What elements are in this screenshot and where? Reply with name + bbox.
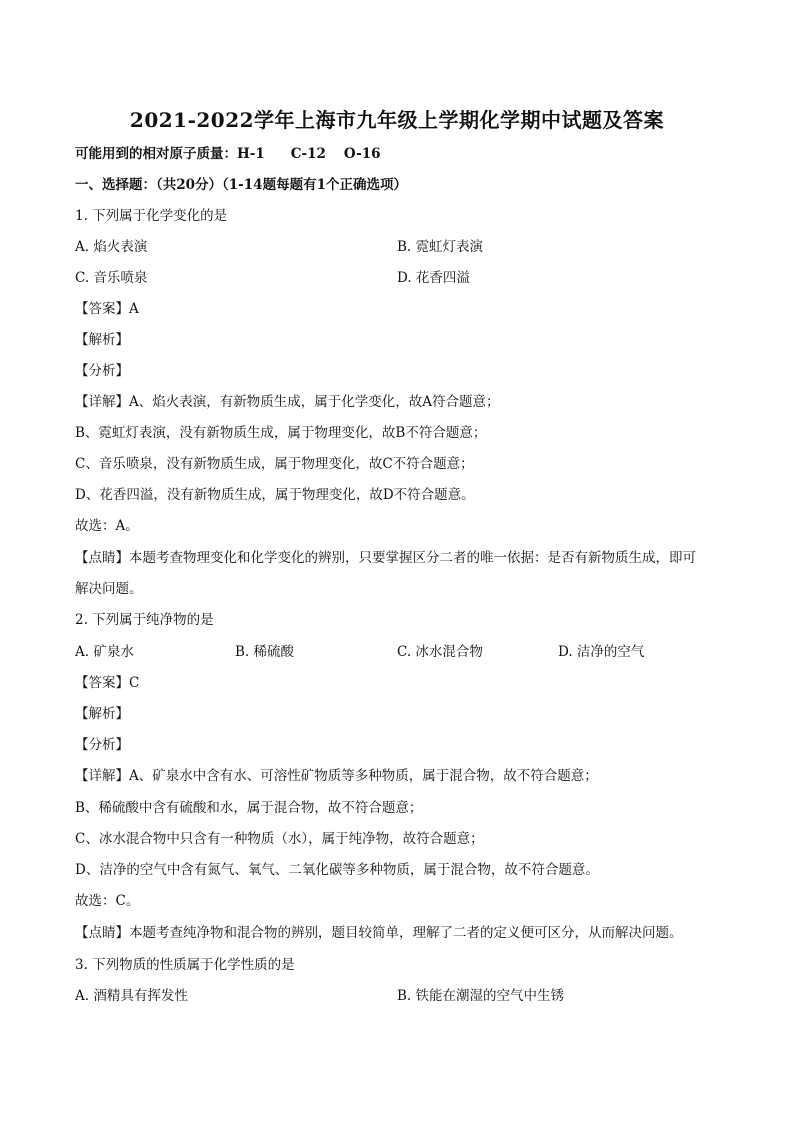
q2-option-d: D. 洁净的空气 (558, 644, 645, 660)
q1-choice: 故选：A。 (75, 518, 139, 534)
section-heading: 一、选择题：（共20分）（1-14题每题有1个正确选项） (75, 177, 407, 193)
q1-detail-a: 【详解】A、焰火表演，有新物质生成，属于化学变化，故A符合题意； (75, 394, 500, 410)
q2-answer: 【答案】C (75, 675, 140, 691)
q2-option-c: C. 冰水混合物 (397, 644, 483, 660)
atomic-mass-label: 可能用到的相对原子质量： (75, 146, 237, 162)
q2-choice: 故选：C。 (75, 893, 140, 909)
q2-detail-c: C、冰水混合物中只含有一种物质（水），属于纯净物，故符合题意； (75, 831, 484, 847)
q3-stem: 3. 下列物质的性质属于化学性质的是 (75, 957, 295, 973)
q1-option-c: C. 音乐喷泉 (75, 270, 148, 286)
q2-fenxi: 【分析】 (75, 737, 129, 753)
atomic-mass-o: O-16 (343, 146, 381, 162)
q2-stem: 2. 下列属于纯净物的是 (75, 612, 214, 628)
q2-option-b: B. 稀硫酸 (235, 644, 295, 660)
atomic-mass-line (75, 144, 381, 164)
q3-option-b: B. 铁能在潮湿的空气中生锈 (397, 988, 565, 1004)
q1-dianjing-2: 解决问题。 (75, 581, 143, 597)
q1-detail-b: B、霓虹灯表演，没有新物质生成，属于物理变化，故B不符合题意； (75, 425, 487, 441)
q1-answer: 【答案】A (75, 301, 139, 317)
q1-stem: 1. 下列属于化学变化的是 (75, 208, 228, 224)
q1-detail-d: D、花香四溢，没有新物质生成，属于物理变化，故D不符合题意。 (75, 487, 475, 503)
q2-detail-a: 【详解】A、矿泉水中含有水、可溶性矿物质等多种物质，属于混合物，故不符合题意； (75, 768, 598, 784)
q3-option-a: A. 酒精具有挥发性 (75, 988, 188, 1004)
atomic-mass-h: H-1 (237, 146, 265, 162)
q2-dianjing: 【点睛】本题考查纯净物和混合物的辨别，题目较简单，理解了二者的定义便可区分，从而解决问题。 (75, 925, 683, 941)
q1-dianjing-1: 【点睛】本题考查物理变化和化学变化的辨别，只要掌握区分二者的唯一依据：是否有新物质生成，即可 (75, 550, 696, 566)
atomic-mass-c: C-12 (290, 146, 326, 162)
q2-detail-d: D、洁净的空气中含有氮气、氧气、二氧化碳等多种物质，属于混合物，故不符合题意。 (75, 862, 599, 878)
q2-jiexi: 【解析】 (75, 706, 129, 722)
q1-option-b: B. 霓虹灯表演 (397, 239, 484, 255)
q1-jiexi: 【解析】 (75, 332, 129, 348)
q1-option-a: A. 焰火表演 (75, 239, 148, 255)
q2-option-a: A. 矿泉水 (75, 644, 134, 660)
q1-fenxi: 【分析】 (75, 363, 129, 379)
page-title: 2021-2022学年上海市九年级上学期化学期中试题及答案 (129, 108, 665, 132)
q2-detail-b: B、稀硫酸中含有硫酸和水，属于混合物，故不符合题意； (75, 800, 423, 816)
q1-detail-c: C、音乐喷泉，没有新物质生成，属于物理变化，故C不符合题意； (75, 456, 474, 472)
q1-option-d: D. 花香四溢 (397, 270, 470, 286)
